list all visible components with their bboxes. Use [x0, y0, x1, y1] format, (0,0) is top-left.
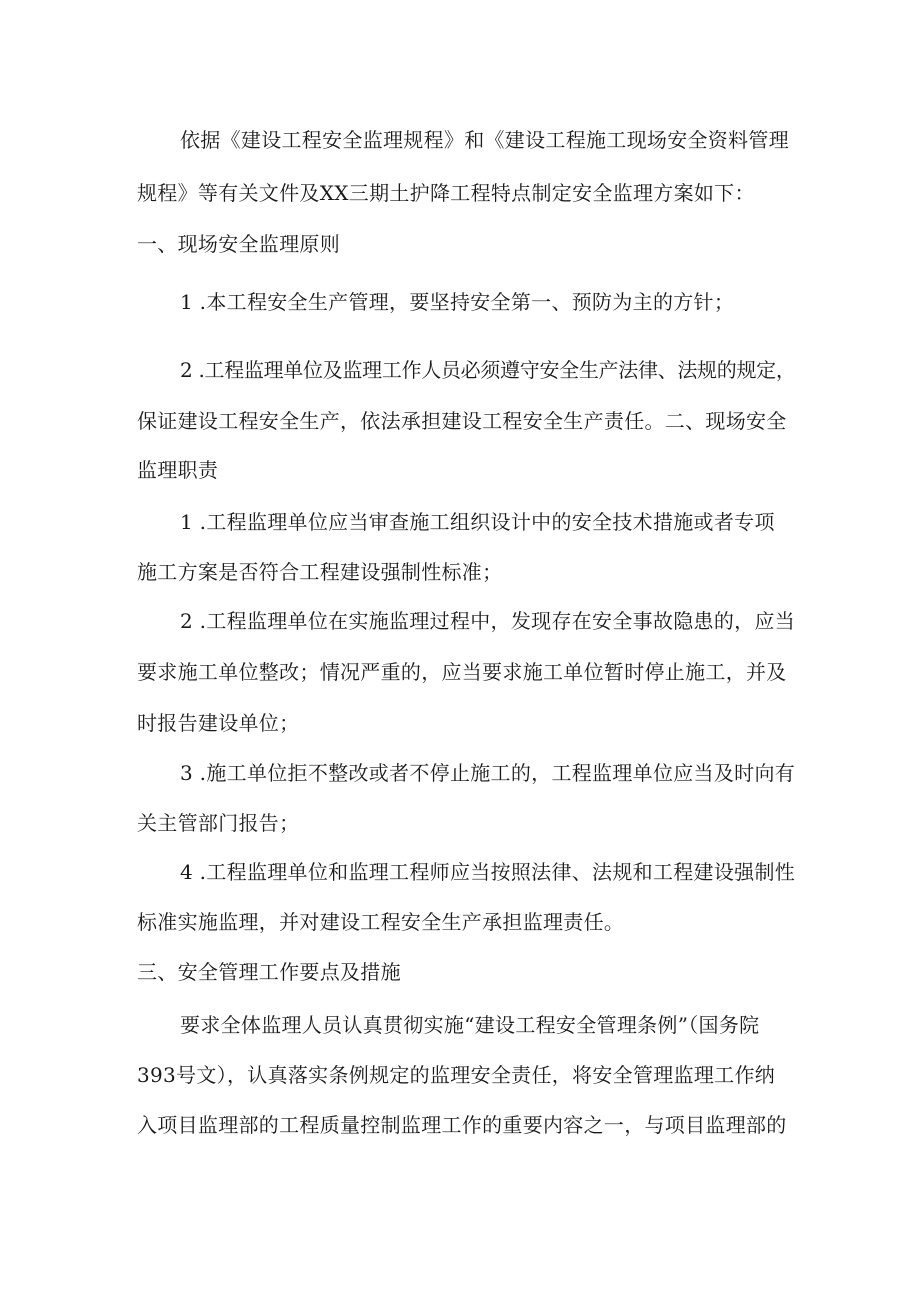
duty-item-4-line-1: 4 .工程监理单位和监理工程师应当按照法律、法规和工程建设强制性 — [180, 860, 796, 884]
duty-item-4-line-2: 标准实施监理，并对建设工程安全生产承担监理责任。 — [137, 910, 625, 934]
duty-item-2-line-2: 要求施工单位整改；情况严重的，应当要求施工单位暂时停止施工，并及 — [137, 660, 787, 684]
intro-line-2: 规程》等有关文件及XX三期土护降工程特点制定安全监理方案如下： — [137, 181, 755, 205]
section-heading-principles: 一、现场安全监理原则 — [137, 232, 340, 256]
duty-item-2-line-3: 时报告建设单位； — [137, 711, 300, 735]
principle-item-1: 1 .本工程安全生产管理，要坚持安全第一、预防为主的方针； — [180, 290, 735, 314]
measures-line-2: 393号文），认真落实条例规定的监理安全责任，将安全管理监理工作纳 — [137, 1063, 776, 1087]
duty-item-3-line-1: 3 .施工单位拒不整改或者不停止施工的，工程监理单位应当及时向有 — [180, 761, 796, 785]
duty-item-1-line-2: 施工方案是否符合工程建设强制性标准； — [137, 560, 503, 584]
duty-item-2-line-1: 2 .工程监理单位在实施监理过程中，发现存在安全事故隐患的，应当 — [180, 609, 796, 633]
principle-item-2-line-2: 保证建设工程安全生产，依法承担建设工程安全生产责任。二、现场安全 — [137, 409, 787, 433]
measures-line-3: 入项目监理部的工程质量控制监理工作的重要内容之一，与项目监理部的 — [137, 1113, 787, 1137]
duty-item-3-line-2: 关主管部门报告； — [137, 811, 300, 835]
section-heading-measures: 三、安全管理工作要点及措施 — [137, 960, 401, 984]
principle-item-2-line-3: 监理职责 — [137, 458, 219, 482]
intro-line-1: 依据《建设工程安全监理规程》和《建设工程施工现场安全资料管理 — [180, 128, 789, 152]
principle-item-2-line-1: 2 .工程监理单位及监理工作人员必须遵守安全生产法律、法规的规定， — [180, 358, 796, 382]
measures-line-1: 要求全体监理人员认真贯彻实施“建设工程安全管理条例”（国务院 — [180, 1013, 760, 1037]
duty-item-1-line-1: 1 .工程监理单位应当审查施工组织设计中的安全技术措施或者专项 — [180, 510, 775, 534]
